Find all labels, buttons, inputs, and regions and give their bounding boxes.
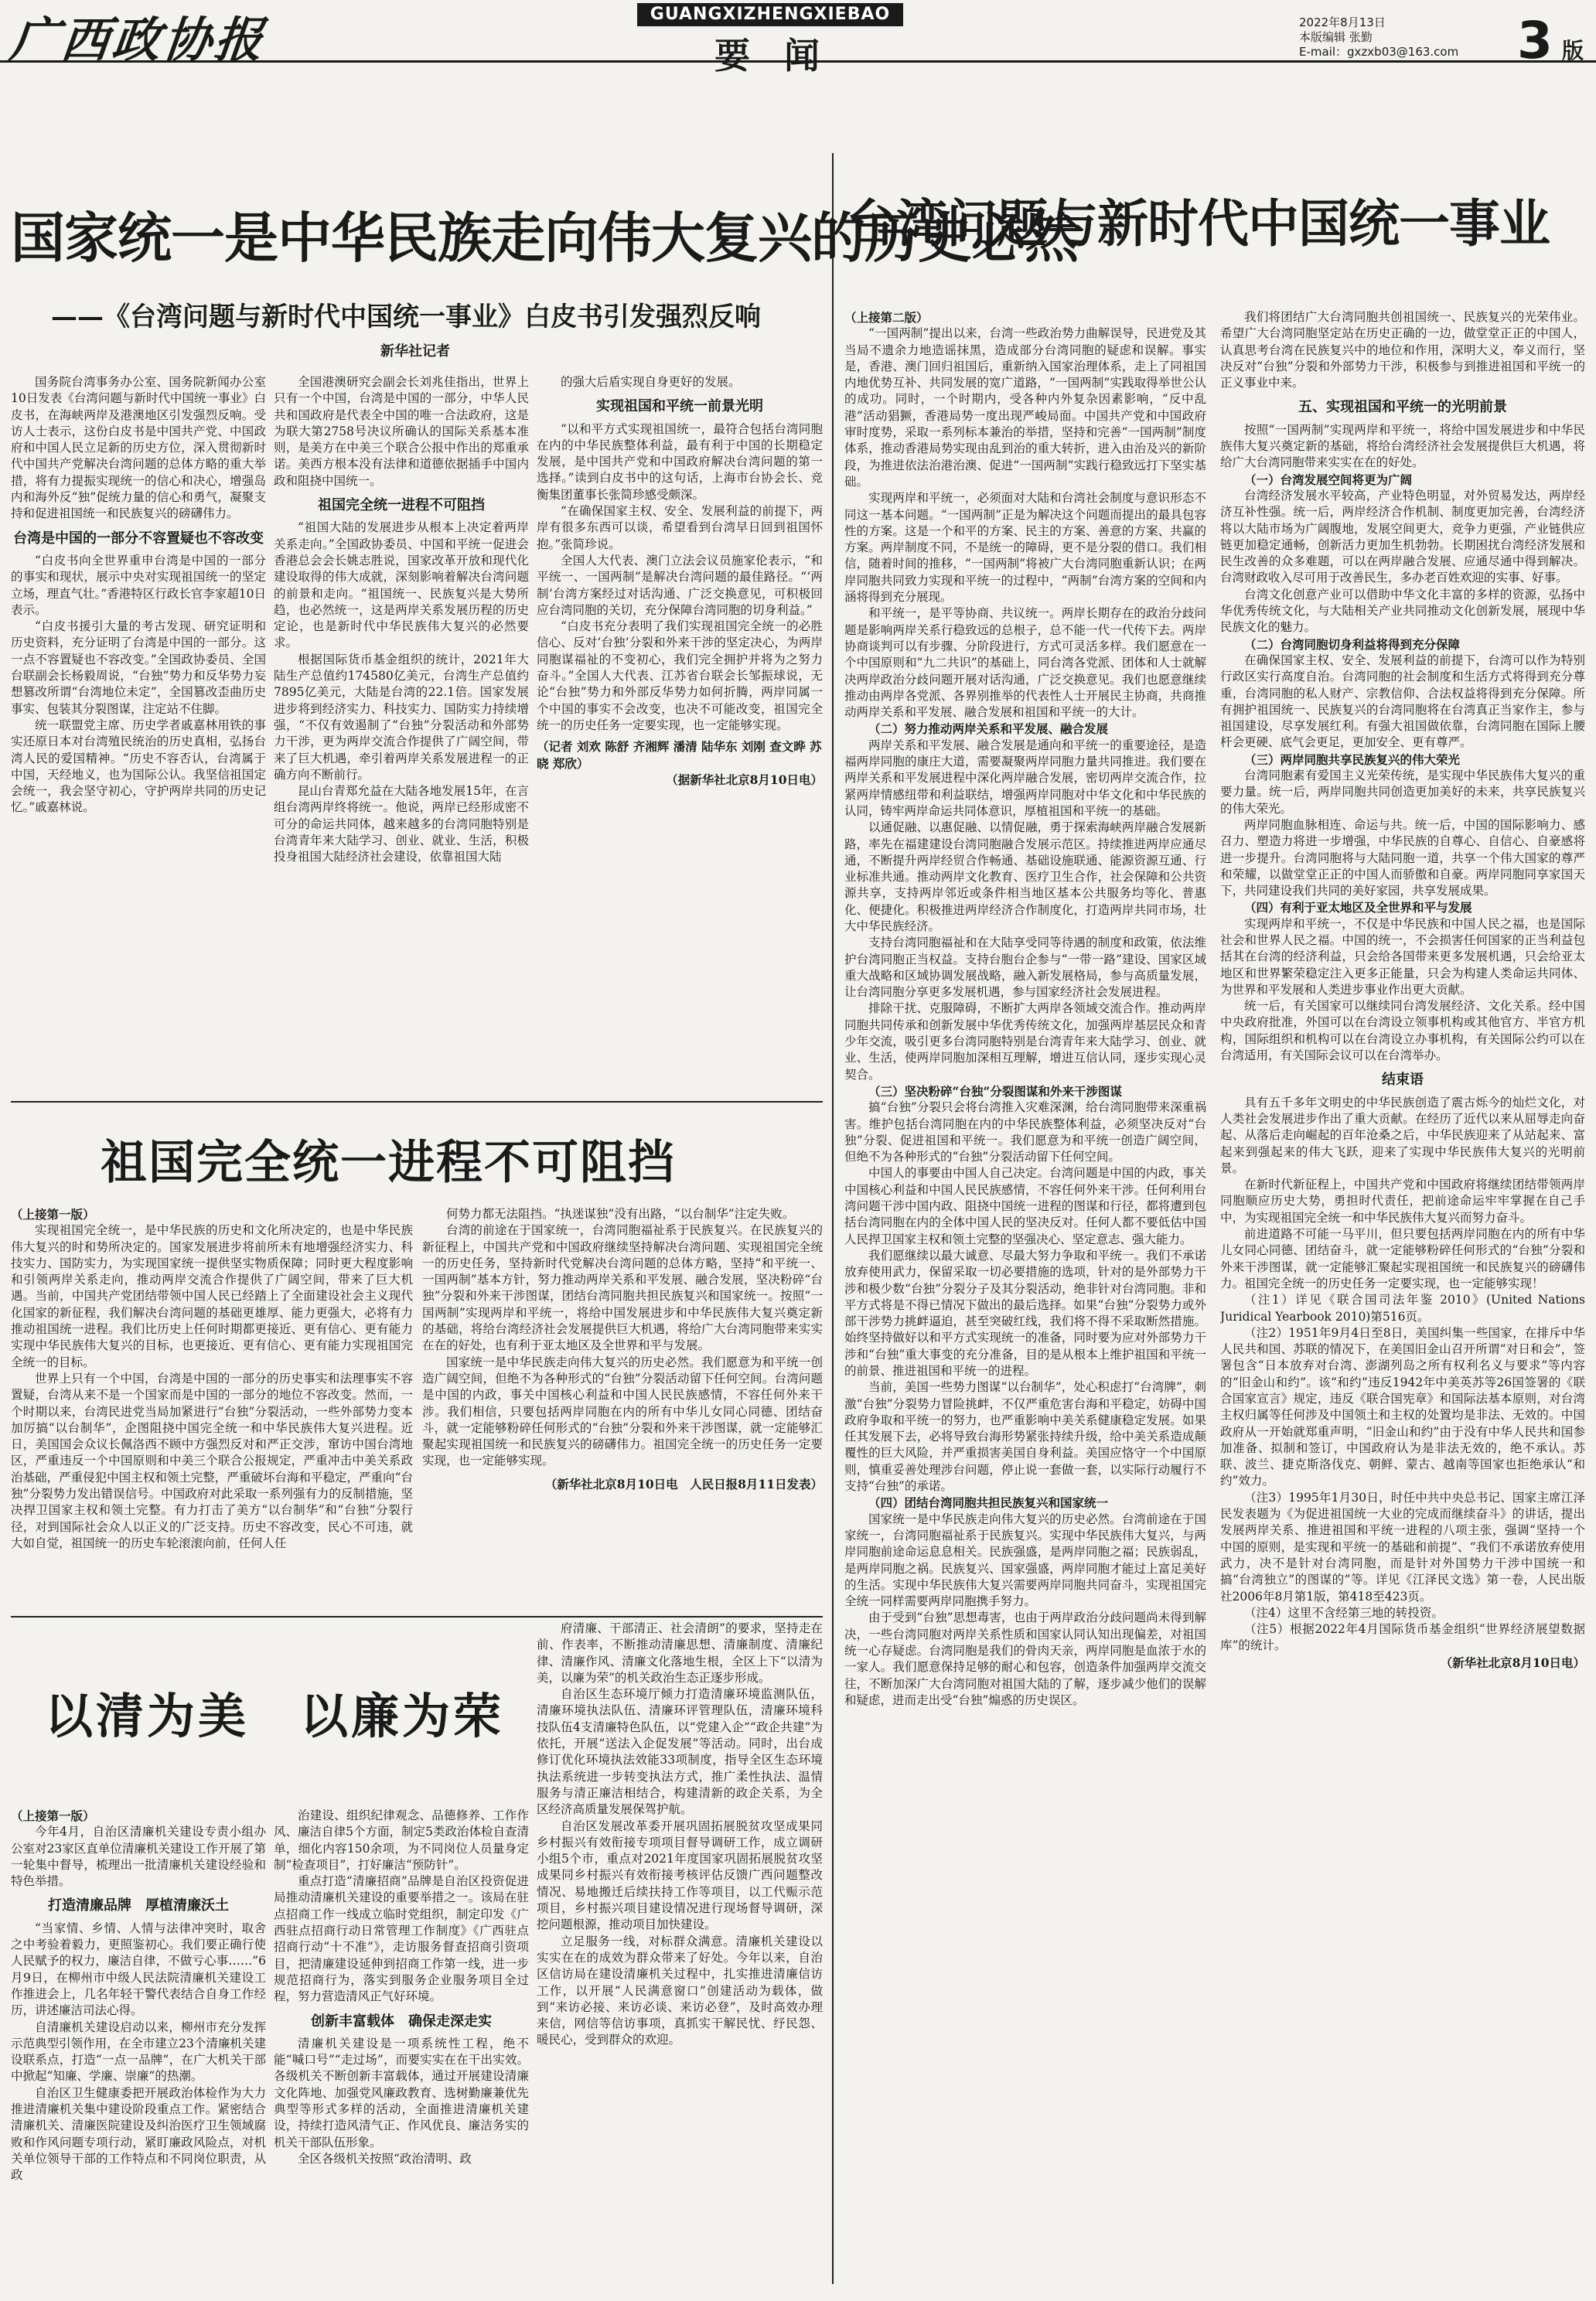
page-suffix: 版 xyxy=(1562,38,1584,63)
issue-email[interactable]: E-mail：gxzxb03@163.com xyxy=(1299,45,1459,59)
paragraph: 台湾的前途在于国家统一，台湾同胞福祉系于民族复兴。在民族复兴的新征程上，中国共产党和中国政府继续坚持解决台湾问题、实现祖国完全统一的历史任务，坚持新时代党解决台湾问题的总体方略，坚持“和平统一、一国两制”基本方针，努力推动两岸关系和平发展、融合发展，坚决粉碎“台独”分裂和外来干涉图谋，团结台湾同胞共担民族复兴和国家统一。按照“一国两制”实现两岸和平统一，将给中国发展进步和中华民族伟大复兴奠定新的基础，将给台湾经济社会发展提供巨大机遇，将给广大台湾同胞带来实实在在的好处，也有利于亚太地区及全世界和平与发展。 xyxy=(422,1223,823,1353)
paragraph: 府清廉、干部清正、社会清朗”的要求，坚持走在前、作表率，不断推动清廉思想、清廉制度、清廉纪律、清廉作风、清廉文化落地生根，全区上下“以清为美，以廉为荣”的机关政治生态正逐步形成。 xyxy=(537,1621,823,1685)
paragraph: 的强大后盾实现自身更好的发展。 xyxy=(561,375,741,389)
paragraph: 我们将团结广大台湾同胞共创祖国统一、民族复兴的光荣伟业。希望广大台湾同胞坚定站在历史正确的一边，做堂堂正正的中国人，认真思考台湾在民族复兴中的地位和作用，深明大义，奉义而行，坚决反对“台独”分裂和外部势力干涉，积极参与到推进祖国和平统一的正义事业中来。 xyxy=(1220,310,1585,390)
paragraph: 台湾文化创意产业可以借助中华文化丰富的多样的资源，弘扬中华优秀传统文化，与大陆相关产业共同推动文化创新发展，展现中华民族文化的魅力。 xyxy=(1220,587,1585,635)
paragraph: 具有五千多年文明史的中华民族创造了震古烁今的灿烂文化，对人类社会发展进步作出了重大贡献。在经历了近代以来从屈辱走向奋起、从落后走向崛起的百年沧桑之后，中华民族迎来了从站起来、富起来到强起来的伟大飞跃，迎来了实现中华民族伟大复兴的光明前景。 xyxy=(1220,1095,1585,1175)
paragraph: 由于受到“台独”思想毒害，也由于两岸政治分歧问题尚未得到解决，一些台湾同胞对两岸关系性质和国家认同认知出现偏差，对祖国统一心存疑虑。台湾同胞是我们的骨肉天亲，两岸同胞是血浓于水的一家人。我们愿意保持足够的耐心和包容，创造条件加强两岸交流交往，不断加深广大台湾同胞对祖国大陆的了解，逐步减少他们的误解和疑虑，进而走出受“台独”煽惑的历史误区。 xyxy=(844,1611,1206,1707)
footnote: （注3）1995年1月30日，时任中共中央总书记、国家主席江泽民发表题为《为促进祖国统一大业的完成而继续奋斗》的讲话，提出发展两岸关系、推进祖国和平统一进程的八项主张，强调“坚持一个中国的原则，是实现和平统一的基础和前提”、“我们不承诺放弃使用武力，决不是针对台湾同胞，而是针对外国势力干涉中国统一和搞“台湾独立”的图谋的”等。详见《江泽民文选》第一卷，人民出版社2006年8月第1版，第418至423页。 xyxy=(1220,1490,1585,1604)
paragraph: “一国两制”提出以来，台湾一些政治势力曲解误导，民进党及其当局不遗余力地造谣抹黑，造成部分台湾同胞的疑虑和误解。事实是，香港、澳门回归祖国后，重新纳入国家治理体系，走上了同祖国内地优势互补、共同发展的宽广道路，“一国两制”实践取得举世公认的成功。同时，一个时期内，受各种内外复杂因素影响，“反中乱港”活动猖獗，香港局势一度出现严峻局面。中国共产党和中国政府审时度势，采取一系列标本兼治的举措，坚持和完善“一国两制”制度体系，推动香港局势实现由乱到治的重大转折，进入由治及兴的新阶段，为推进依法治港治澳、促进“一国两制”实践行稳致远打下坚实基础。 xyxy=(844,326,1206,489)
paragraph: 昆山台青郑允益在大陆各地发展15年，在言组台湾两岸终将统一。他说，两岸已经形成密不可分的命运共同体，越来越多的台湾同胞特别是台湾青年来大陆学习、创业、就业、生活，积极投身祖国大陆经济社会建设，依靠祖国大陆 xyxy=(274,784,529,864)
paragraph: 中国人的事要由中国人自己决定。台湾问题是中国的内政，事关中国核心利益和中国人民民族感情，不容任何外来干涉。任何利用台湾问题干涉中国内政、阻挠中国统一进程的图谋和行径，都将遭到包括台湾同胞在内的全体中国人民的坚决反对。任何人都不要低估中国人民捍卫国家主权和领土完整的坚强决心、坚定意志、强大能力。 xyxy=(844,1166,1206,1246)
article1-column-2 xyxy=(274,374,529,1120)
paragraph: 台湾同胞素有爱国主义光荣传统，是实现中华民族伟大复兴的重要力量。统一后，两岸同胞共同创造更加美好的未来，共享民族复兴的伟大荣光。 xyxy=(1220,769,1585,816)
paragraph: 和平统一，是平等协商、共议统一。两岸长期存在的政治分歧问题是影响两岸关系行稳致远的总根子，总不能一代一代传下去。两岸协商谈判可以有步骤、分阶段进行，方式可灵活多样。我们愿意在一个中国原则和“九二共识”的基础上，同台湾各党派、团体和人士就解决两岸政治分歧问题开展对话沟通，广泛交换意见。我们也愿意继续推动由两岸各党派、各界别推举的代表性人士开展民主协商，共商推动两岸关系和平发展、融合发展和祖国和平统一的大计。 xyxy=(844,606,1206,720)
article1-title: 国家统一是中华民族走向伟大复兴的历史必然 xyxy=(11,206,1078,270)
paragraph: 自治区卫生健康委把开展政治体检作为大力推进清廉机关集中建设阶段重点工作。紧密结合清廉机关、清廉医院建设及纠治医疗卫生领域腐败和作风问题专项行动，紧盯廉政风险点，对机关单位领导干部的工作特点和不同岗位职责，从政 xyxy=(11,2085,266,2183)
paragraph: 根据国际货币基金组织的统计，2021年大陆生产总值约174580亿美元，台湾生产总值约7895亿美元，大陆是台湾的22.1倍。国家发展进步将到经济实力、科技实力、国防实力持续增强，“不仅有效遏制了“台独”分裂活动和外部势力干涉，更为两岸交流合作提供了广阔空间，带来了巨大机遇，牵引着两岸关系发展进程一的正确方向不断前行。 xyxy=(274,652,529,782)
paragraph: 两岸关系和平发展、融合发展是通向和平统一的重要途径，是造福两岸同胞的康庄大道，需要凝聚两岸同胞力量共同推进。我们要在两岸关系和平发展进程中深化两岸融合发展，密切两岸交流合作，拉紧两岸情感纽带和利益联结，增强两岸同胞对中华文化和中华民族的认同，铸牢两岸命运共同体意识，厚植祖国和平统一的基础。 xyxy=(844,738,1206,818)
paragraph: 全区各级机关按照“政治清明、政 xyxy=(298,2151,472,2166)
paragraph: 自清廉机关建设启动以来，柳州市充分发挥示范典型引领作用，在全市建立23个清廉机关建设联系点，打造“一点一品牌”，在广大机关干部中掀起“知廉、学廉、崇廉”的热潮。 xyxy=(11,2020,266,2084)
article1-heading-future: 实现祖国和平统一前景光明 xyxy=(596,398,763,415)
paragraph: “当家情、乡情、人情与法律冲突时，取舍之中考验着毅力，更照鉴初心。我们要正确行使人民赋予的权力，廉洁自律，不做亏心事……”6月9日，在柳州市中级人民法院清廉机关建设工作推进会上，几名年轻干警代表结合自身工作经历，讲述廉洁司法心得。 xyxy=(11,1921,266,2018)
issue-editor: 本版编辑 张勤 xyxy=(1299,30,1373,44)
masthead xyxy=(0,0,1596,77)
divider xyxy=(11,1101,823,1103)
article4-column-1 xyxy=(11,1808,266,2287)
article3-source: （新华社北京8月10日电 人民日报8月11日发表） xyxy=(544,1476,823,1491)
article2-column-2 xyxy=(1220,309,1585,2281)
issue-date: 2022年8月13日 xyxy=(1299,15,1386,29)
article1-column-1 xyxy=(11,374,266,1120)
article2-heading-v3: （三）两岸同胞共享民族复兴的伟大荣光 xyxy=(1244,752,1461,767)
article2-heading-v: 五、实现祖国和平统一的光明前景 xyxy=(1298,399,1507,416)
article4-continued: （上接第一版） xyxy=(11,1808,95,1823)
paragraph: 实现祖国完全统一，是中华民族的历史和文化所决定的，也是中华民族伟大复兴的时和势所决定的。国家发展进步将前所未有地增强经济实力、科技实力、国防实力，为实现国家统一提供坚实物质保障；同时更大程度影响和引领两岸关系走向，推动两岸交流合作提供了广阔空间，带来了巨大机遇。当前，中国共产党团结带领中国人民已经踏上了全面建设社会主义现代化国家的新征程，我们解决台湾问题的基础更雄厚、能力更强大，必将有力推动祖国统一进程。我们比历史上任何时期都更接近、更有信心、更有能力实现中华民族伟大复兴的目标，也更接近、更有信心、更有能力实现祖国完全统一的目标。 xyxy=(11,1223,413,1369)
paragraph: 实现两岸和平统一，必须面对大陆和台湾社会制度与意识形态不同这一基本问题。“一国两制”正是为解决这个问题而提出的最具包容性的方案。这是一个和平的方案、民主的方案、善意的方案、共赢的方案。两岸制度不同，不是统一的障碍，更不是分裂的借口。我们相信，随着时间的推移，“一国两制”将被广大台湾同胞重新认识；在两岸同胞共同致力实现和平统一的过程中，“两制”台湾方案的空间和内涵将得到充分展现。 xyxy=(844,491,1206,605)
article4-column-3 xyxy=(537,1621,823,2287)
article2-heading-v1: （一）台湾发展空间将更为广阔 xyxy=(1244,472,1413,487)
article3-continued: （上接第一版） xyxy=(11,1207,95,1222)
article2-heading-end: 结束语 xyxy=(1382,1072,1424,1089)
paragraph: 两岸同胞血脉相连、命运与共。统一后，中国的国际影响力、感召力、塑造力将进一步增强，中华民族的自尊心、自信心、自豪感将进一步提升。台湾同胞将与大陆同胞一道，共享一个伟大国家的尊严和荣耀，以做堂堂正正的中国人而骄傲和自豪。两岸同胞同享家国天下，共同建设我们共同的美好家园，共享发展成果。 xyxy=(1220,817,1585,898)
paragraph: “在确保国家主权、安全、发展利益的前提下，两岸有很多东西可以谈，希望看到台湾早日回到祖国怀抱。”张简珍说。 xyxy=(537,504,823,551)
article4-title: 以清为美 以廉为荣 xyxy=(45,1688,505,1744)
paragraph: 自治区生态环境厅倾力打造清廉环境监测队伍，清廉环境执法队伍、清廉环评管理队伍，清廉环境科技队伍4支清廉特色队伍，以“党建入企”“政企共建”为依托，开展“送法入企促发展”等活动。同时，出台成修订优化环境执法效能33项制度，指导全区生态环境执法系统进一步转变执法方式，推广柔性执法、温情服务与清正廉洁相结合，构建清新的政企关系，为全区经济高质量发展保驾护航。 xyxy=(537,1687,823,1817)
article4-heading-innovate: 创新丰富载体 确保走深走实 xyxy=(311,2013,492,2030)
paragraph: “以和平方式实现祖国统一，最符合包括台湾同胞在内的中华民族整体利益，最有利于中国的长期稳定发展，是中国共产党和中国政府解决台湾问题的第一选择。”读到白皮书中的这句话，上海市台协会长、竞衡集团董事长张简珍感受颇深。 xyxy=(537,421,823,502)
masthead-pinyin: GUANGXIZHENGXIEBAO xyxy=(637,3,903,26)
paragraph: “白皮书向全世界重申台湾是中国的一部分的事实和现状，展示中央对实现祖国统一的坚定立场，理直气壮。”香港特区行政长官李家超10日表示。 xyxy=(11,553,266,617)
paragraph: 国家统一是中华民族走向伟大复兴的历史必然。我们愿意为和平统一创造广阔空间，但绝不为各种形式的“台独”分裂活动留下任何空间。台湾问题是中国的内政，事关中国核心利益和中国人民民族感情，不容任何外来干涉。我们相信，只要包括两岸同胞在内的所有中华儿女同心同德、团结奋斗，就一定能够粉碎任何形式的“台独”分裂和外来干涉图谋，就一定能够汇聚起实现祖国统一和民族复兴的磅礴伟力。祖国完全统一的历史任务一定要实现，也一定能够实现。 xyxy=(422,1355,823,1468)
paragraph: 立足服务一线，对标群众满意。清廉机关建设以实实在在的成效为群众带来了好处。今年以来，自治区信访局在建设清廉机关过程中，扎实推进清廉信访工作，以开展“人民满意窗口”创建活动为载体，做到“来访必接、来访必谈、来访必登”，及时高效办理来信，网信等信访事项，真抓实干解民忧、纾民怨、暖民心，受到群众的欢迎。 xyxy=(537,1934,823,2047)
paragraph: 实现两岸和平统一，不仅是中华民族和中国人民之福，也是国际社会和世界人民之福。中国的统一，不会损害任何国家的正当利益包括其在台湾的经济利益，只会给各国带来更多发展机遇，只会给亚太地区和世界繁荣稳定注入更多正能量，只会为构建人类命运共同体、为世界和平发展和人类进步事业作出更大贡献。 xyxy=(1220,916,1585,997)
page-number: 3 xyxy=(1517,11,1553,70)
paragraph: 自治区发展改革委开展巩固拓展脱贫攻坚成果同乡村振兴有效衔接专项项目督导调研工作，成立调研小组5个市，重点对2021年度国家巩固拓展脱贫攻坚成果同乡村振兴有效衔接考核评估反馈广西问题整改情况、易地搬迁后续扶持工作等项目，以工代赈示范项目，乡村振兴项目建设情况进行现场督导调研，深挖问题根源，推动项目加快建设。 xyxy=(537,1819,823,1932)
issue-meta xyxy=(1299,15,1458,60)
paragraph: 重点打造“清廉招商”品牌是自治区投资促进局推动清廉机关建设的重要举措之一。该局在驻点招商工作一线成立临时党组织，制定印发《广西驻点招商行动日常管理工作制度》《广西驻点招商行动“十不准”》，走访服务督查招商引资项目，把清廉建设延伸到招商工作第一线，进一步规范招商行为，落实到服务企业服务项目全过程，努力营造清风正气好环境。 xyxy=(274,1874,529,2004)
article2-source: （新华社北京8月10日电） xyxy=(1440,1655,1585,1670)
paragraph: 台湾经济发展水平较高，产业特色明显，对外贸易发达，两岸经济互补性强。统一后，两岸经济合作机制、制度更加完善，台湾经济将以大陆市场为广阔腹地，发展空间更大，竞争力更强，产业链供应链更加稳定通畅，创新活力更加生机勃勃。长期困扰台湾经济发展和民生改善的众多难题，可以在两岸融合发展、应通尽通中得到解决。台湾财政收入尽可用于改善民生，多办老百姓欢迎的实事、好事。 xyxy=(1220,488,1585,585)
article4-heading-brand: 打造清廉品牌 厚植清廉沃土 xyxy=(48,1897,229,1914)
paragraph: 今年4月，自治区清廉机关建设专责小组办公室对23家区直单位清廉机关建设工作开展了第一轮集中督导，梳理出一批清廉机关建设经验和特色举措。 xyxy=(11,1825,266,1889)
article3-column-2 xyxy=(422,1206,823,1608)
article4-column-2 xyxy=(274,1808,529,2287)
paragraph: 全国港澳研究会副会长刘兆佳指出，世界上只有一个中国，台湾是中国的一部分，中华人民共和国政府是代表全中国的唯一合法政府，这是为联大第2758号决议所确认的国际关系基本准则，是美方在中美三个联合公报中作出的郑重承诺。美西方根本没有法律和道德依据插手中国内政和阻挠中国统一。 xyxy=(274,375,529,488)
paragraph: 清廉机关建设是一项系统性工程，绝不能“喊口号”“走过场”，而要实实在在干出实效。各级机关不断创新丰富载体，通过开展建设清廉文化阵地、加强党风廉政教育、选树勤廉兼优先典型等形式多样的活动，全面推进清廉机关建设，持续打造风清气正、作风优良、廉洁务实的机关干部队伍形象。 xyxy=(274,2036,529,2149)
column-divider xyxy=(832,153,834,2284)
article2-heading-v4: （四）有利于亚太地区及全世界和平与发展 xyxy=(1244,900,1472,915)
article2-title: 台湾问题与新时代中国统一事业 xyxy=(846,194,1550,254)
paragraph: 当前，美国一些势力图谋“以台制华”，处心积虑打“台湾牌”，刺激“台独”分裂势力冒险挑衅，不仅严重危害台海和平稳定，妨碍中国政府争取和平统一的努力，也严重影响中美关系健康稳定发展。如果任其发展下去，必将导致台海形势紧张持续升级，给中美关系造成颠覆性的巨大风险，并严重损害美国自身利益。美国应恪守一个中国原则，慎重妥善处理涉台问题，停止说一套做一套，以实际行动履行不支持“台独”的承诺。 xyxy=(844,1380,1206,1494)
article1-byline: 新华社记者 xyxy=(380,343,450,360)
section-title: 要闻 xyxy=(714,35,854,77)
footnote: （注1）详见《联合国司法年鉴 2010》(United Nations Juridical Yearbook 2010)第516页。 xyxy=(1220,1293,1585,1324)
paragraph: 我们愿继续以最大诚意、尽最大努力争取和平统一。我们不承诺放弃使用武力，保留采取一切必要措施的选项，针对的是外部势力干涉和极少数“台独”分裂分子及其分裂活动，绝非针对台湾同胞。非和平方式将是不得已情况下做出的最后选择。如果“台独”分裂势力或外部干涉势力挑衅逼迫，甚至突破红线，我们将不得不采取断然措施。始终坚持做好以和平方式实现统一的准备，同时要为应对外部势力干涉和“台独”重大事变的充分准备，目的是从根本上维护祖国和平统一的前景、推进祖国和平统一的进程。 xyxy=(844,1248,1206,1378)
paragraph: “白皮书援引大量的考古发现、研究证明和历史资料，充分证明了台湾是中国的一部分。这一点不容置疑也不容改变。”全国政协委员、全国台联副会长杨毅周说，“台独”势力和反华势力妄想篡改所谓“台湾地位未定”，全国篡改歪曲历史事实、包装其分裂图谋，注定站不住脚。 xyxy=(11,619,266,716)
article1-heading-progress: 祖国完全统一进程不可阻挡 xyxy=(318,497,485,514)
article2-column-1 xyxy=(844,309,1206,2281)
article1-reporters: （记者 刘欢 陈舒 齐湘辉 潘清 陆华东 刘刚 查文晔 苏晓 郑欣） xyxy=(537,739,822,771)
paragraph: 统一后，有关国家可以继续同台湾发展经济、文化关系。经中国中央政府批准，外国可以在台湾设立领事机构或其他官方、半官方机构，国际组织和机构可以在台湾设立办事机构，有关国际公约可以在台湾适用，有关国际会议可以在台湾举办。 xyxy=(1220,999,1585,1063)
paragraph: 前进道路不可能一马平川，但只要包括两岸同胞在内的所有中华儿女同心同德、团结奋斗，就一定能够粉碎任何形式的“台独”分裂和外来干涉图谋，就一定能够汇聚起实现祖国统一和民族复兴的磅礴伟力。祖国完全统一的历史任务一定要实现，也一定能够实现！ xyxy=(1220,1227,1585,1290)
article2-heading-2: （二）努力推动两岸关系和平发展、融合发展 xyxy=(868,721,1109,737)
paragraph: 国务院台湾事务办公室、国务院新闻办公室10日发表《台湾问题与新时代中国统一事业》白皮书，在海峡两岸及港澳地区引发强烈反响。受访人士表示，这份白皮书是中国共产党、中国政府和中国人民立足新的历史方位，深入贯彻新时代中国共产党解决台湾问题的总体方略的重大举措，将有力提振实现统一的信心和决心，增强岛内和海外反“独”促统力量的信心和勇气，凝聚支持和促进祖国统一和民族复兴的磅礴伟力。 xyxy=(11,375,266,521)
paragraph: 治建设、组织纪律观念、品德修养、工作作风、廉洁自律5个方面，制定5类政治体检自查清单，细化内容150余项，为不同岗位人员量身定制“检查项目”，打好廉洁“预防针”。 xyxy=(274,1808,529,1872)
paragraph: 全国人大代表、澳门立法会议员施家伦表示，“和平统一、一国两制”是解决台湾问题的最佳路径。“‘两制’台湾方案经过对话沟通、广泛交换意见，可积极回应台湾同胞的关切，充分保障台湾同胞的切身利益。” xyxy=(537,553,823,617)
article3-title: 祖国完全统一进程不可阻挡 xyxy=(101,1136,676,1190)
footnote: （注5）根据2022年4月国际货币基金组织“世界经济展望数据库”的统计。 xyxy=(1220,1622,1585,1653)
footnote: （注4）这里不含经第三地的转投资。 xyxy=(1244,1605,1444,1620)
divider xyxy=(11,1616,823,1618)
paragraph: “白皮书充分表明了我们实现祖国完全统一的必胜信心、反对‘台独’分裂和外来干涉的坚定决心，为两岸同胞谋福祉的不变初心，我们完全拥护并将为之努力奋斗。”全国人大代表、江苏省台联会长邹振球说，无论“台独”势力和外部反华势力如何折腾，两岸同属一个中国的事实不会改变，也决不可能改变，祖国完全统一的历史任务一定要实现，也一定能够实现。 xyxy=(537,619,823,732)
article2-heading-4: （四）团结台湾同胞共担民族复兴和国家统一 xyxy=(868,1495,1109,1511)
newspaper-logo: 广西政协报 xyxy=(7,12,269,68)
paragraph: 以通促融、以惠促融、以情促融，勇于探索海峡两岸融合发展新路，率先在福建建设台湾同胞融合发展示范区。持续推进两岸应通尽通，不断提升两岸经贸合作畅通、基础设施联通、能源资源互通、行业标准共通。推动两岸文化教育、医疗卫生合作，社会保障和公共资源共享，支持两岸邻近或条件相当地区基本公共服务均等化、普惠化、便捷化。积极推进两岸经济合作制度化，打造两岸共同市场，壮大中华民族经济。 xyxy=(844,820,1206,933)
paragraph: “祖国大陆的发展进步从根本上决定着两岸关系走向。”全国政协委员、中国和平统一促进会香港总会会长姚志胜说，国家改革开放和现代化建设取得的伟大成就，深刻影响着解决台湾问题的前景和走向。“祖国统一、民族复兴是大势所趋，也必然统一，这是两岸关系发展历程的历史定论，也是新时代中华民族伟大复兴的必然要求。 xyxy=(274,520,529,650)
article1-subtitle: ——《台湾问题与新时代中国统一事业》白皮书引发强烈反响 xyxy=(51,302,761,332)
paragraph: 按照“一国两制”实现两岸和平统一，将给中国发展进步和中华民族伟大复兴奠定新的基础，将给台湾经济社会发展提供巨大机遇，将给广大台湾同胞带来实实在在的好处。 xyxy=(1220,422,1585,470)
article2-heading-3: （三）坚决粉碎“台独”分裂图谋和外来干涉图谋 xyxy=(868,1083,1122,1099)
paragraph: 在新时代新征程上，中国共产党和中国政府将继续团结带领两岸同胞顺应历史大势，勇担时代责任，把前途命运牢牢掌握在自己手中，为实现祖国完全统一和中华民族伟大复兴而努力奋斗。 xyxy=(1220,1178,1585,1225)
article3-column-1 xyxy=(11,1206,413,1608)
article2-heading-v2: （二）台湾同胞切身利益将得到充分保障 xyxy=(1244,636,1461,652)
article1-column-3 xyxy=(537,374,823,1120)
paragraph: 国家统一是中华民族走向伟大复兴的历史必然。台湾前途在于国家统一，台湾同胞福祉系于民族复兴。实现中华民族伟大复兴，与两岸同胞前途命运息息相关。民族强盛，是两岸同胞之福；民族弱乱，是两岸同胞之祸。民族复兴、国家强盛，两岸同胞才能过上富足美好的生活。实现中华民族伟大复兴需要两岸同胞共同奋斗，实现祖国完全统一同样需要两岸同胞携手努力。 xyxy=(844,1512,1206,1609)
article2-continued: （上接第二版） xyxy=(844,310,929,325)
paragraph: 何势力都无法阻挡。“执迷谋独”没有出路，“以台制华”注定失败。 xyxy=(446,1207,795,1221)
article1-source: （据新华社北京8月10日电） xyxy=(666,772,823,787)
paragraph: 排除干扰、克服障碍，不断扩大两岸各领域交流合作。推动两岸同胞共同传承和创新发展中华优秀传统文化，加强两岸基层民众和青少年交流，吸引更多台湾同胞特别是台湾青年来大陆学习、创业、就业、生活，使两岸同胞加深相互理解，增进互信认同，逐步实现心灵契合。 xyxy=(844,1001,1206,1082)
paragraph: 世界上只有一个中国，台湾是中国的一部分的历史事实和法理事实不容置疑，台湾从来不是一个国家而是中国的一部分的地位不容改变。然而，一个时期以来，台湾民进党当局加紧进行“台独”分裂活动，一些外部势力变本加厉搞“以台制华”，企图阻挠中国完全统一和中华民族伟大复兴进程。近日，美国国会众议长佩洛西不顾中方强烈反对和严正交涉，窜访中国台湾地区，严重违反一个中国原则和中美三个联合公报规定，严重冲击中美关系政治基础，严重侵犯中国主权和领土完整，严重破坏台海和平稳定，严重向“台独”分裂势力发出错误信号。中国政府对此采取一系列强有力的反制措施，坚决捍卫国家主权和领土完整。有力打击了美方“以台制华”和“台独”分裂行径，对到国际社会众人以正义的广泛支持。历史不容改变，民心不可违，就大如自觉，祖国统一的历史车轮滚滚向前，任何人任 xyxy=(11,1371,413,1550)
article1-heading-taiwan: 台湾是中国的一部分不容置疑也不容改变 xyxy=(13,530,264,547)
footnote: （注2）1951年9月4日至8日，美国纠集一些国家，在排斥中华人民共和国、苏联的情况下，在美国旧金山召开所谓“对日和会”，签署包含“日本放弃对台湾、澎湖列岛之所有权利名义与要求”等内容的“旧金山和约”。该“和约”违反1942年中美英苏等26国签署的《联合国家宣言》规定，违反《联合国宪章》和国际法基本原则，对台湾主权归属等任何涉及中国领土和主权的处置均是非法、无效的。中国政府从一开始就郑重声明，“旧金山和约”由于没有中华人民共和国参加准备、拟制和签订，中国政府认为是非法无效的，绝不承认。苏联、波兰、捷克斯洛伐克、朝鲜、蒙古、越南等国家也拒绝承认“和约”效力。 xyxy=(1220,1325,1585,1488)
paragraph: 统一联盟党主席、历史学者戚嘉林用铁的事实还原日本对台湾殖民统治的历史真相，弘扬台湾人民的爱国精神。“历史不容否认，台湾属于中国，天经地义，也为国际公认。我坚信祖国定会统一，我会坚守初心，守护两岸共同的历史记忆。”戚嘉林说。 xyxy=(11,718,266,815)
paragraph: 搞“台独”分裂只会将台湾推入灾难深渊，给台湾同胞带来深重祸害。维护包括台湾同胞在内的中华民族整体利益，必须坚决反对“台独”分裂、促进祖国和平统一。我们愿意为和平统一创造广阔空间，但绝不为各种形式的“台独”分裂活动留下任何空间。 xyxy=(844,1100,1206,1164)
paragraph: 在确保国家主权、安全、发展利益的前提下，台湾可以作为特别行政区实行高度自治。台湾同胞的社会制度和生活方式将得到充分尊重，台湾同胞的私人财产、宗教信仰、合法权益将得到充分保障。所有拥护祖国统一、民族复兴的台湾同胞将在台湾真正当家作主，参与祖国建设，尽享发展红利。有强大祖国做依靠，台湾同胞在国际上腰杆会更硬、底气会更足，更加安全、更有尊严。 xyxy=(1220,653,1585,750)
paragraph: 支持台湾同胞福祉和在大陆享受同等待遇的制度和政策，依法维护台湾同胞正当权益。支持台胞台企参与“一带一路”建设、国家区域重大战略和区域协调发展战略，融入新发展格局，参与高质量发展，让台湾同胞分享更多发展机遇，参与国家经济社会发展进程。 xyxy=(844,936,1206,1000)
